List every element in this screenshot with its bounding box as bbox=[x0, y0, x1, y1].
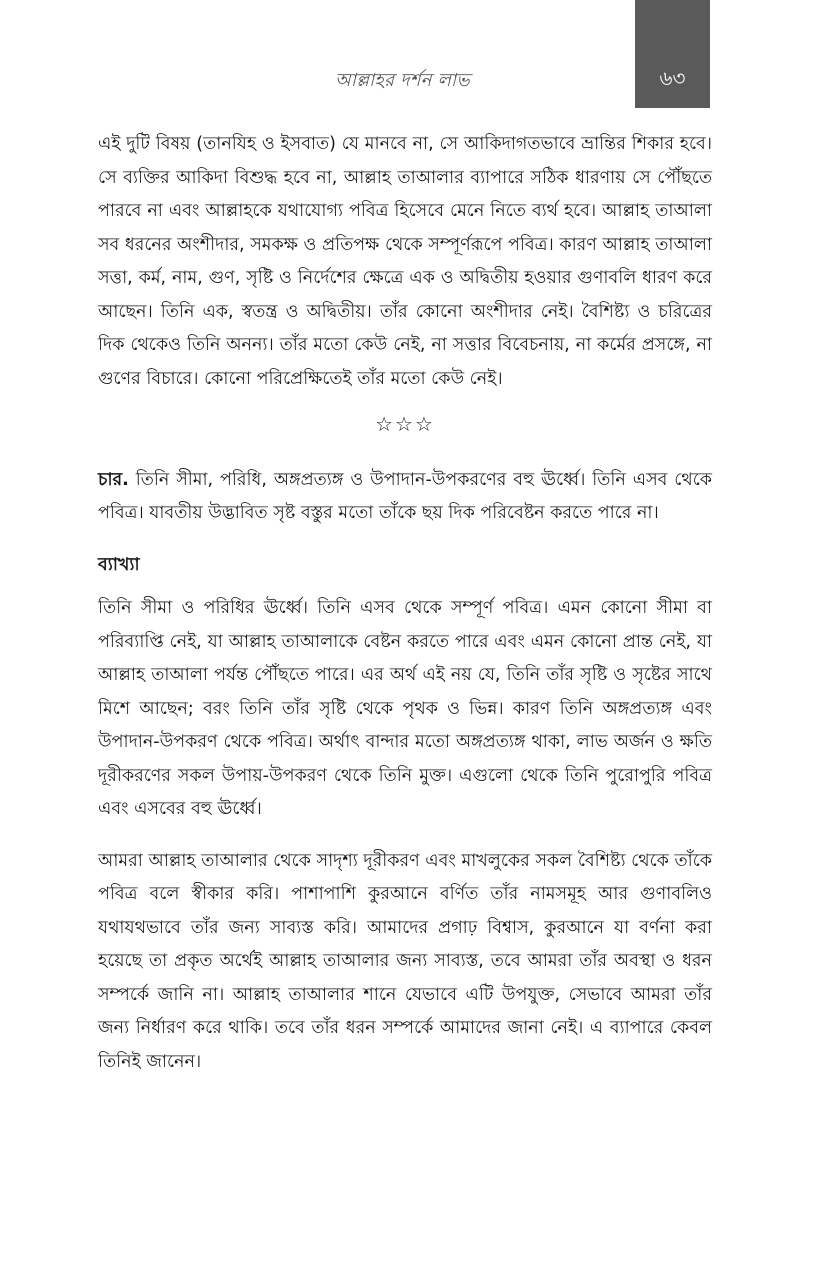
explanation-paragraph-1: তিনি সীমা ও পরিধির ঊর্ধ্বে। তিনি এসব থেকে সম্পূর্ণ পবিত্র। এমন কোনো সীমা বা পরিব্যাপ্তি নেই, যা আল্লাহ তাআলাকে বেষ্টন করতে পারে এবং এমন কোনো প্রান্ত নেই, যা আল্লাহ তাআলা পর্যন্ত পৌঁছতে পারে। এর অর্থ এই নয় যে, তিনি তাঁর সৃষ্টি ও সৃষ্টের সাথে মিশে আছেন; বরং তিনি তাঁর সৃষ্টি থেকে পৃথক ও ভিন্ন। কারণ তিনি অঙ্গপ্রত্যঙ্গ এবং উপাদান-উপকরণ থেকে পবিত্র। অর্থাৎ বান্দার মতো অঙ্গপ্রত্যঙ্গ থাকা, লাভ অর্জন ও ক্ষতি দূরীকরণের সকল উপায়-উপকরণ থেকে তিনি মুক্ত। এগুলো থেকে তিনি পুরোপুরি পবিত্র এবং এসবের বহু ঊর্ধ্বে। bbox=[98, 598, 712, 819]
running-title: আল্লাহর দর্শন লাভ bbox=[335, 70, 470, 91]
point-four-label: চার. bbox=[98, 469, 129, 490]
point-four-text: তিনি সীমা, পরিধি, অঙ্গপ্রত্যঙ্গ ও উপাদান-উপকরণের বহু ঊর্ধ্বে। তিনি এসব থেকে পবিত্র। যাবতীয় উদ্ভাবিত সৃষ্ট বস্তুর মতো তাঁকে ছয় দিক পরিবেষ্টন করতে পারে না। bbox=[98, 469, 712, 523]
page-body bbox=[98, 128, 712, 1079]
page-number-tab bbox=[635, 0, 710, 108]
explanation-heading: ব্যাখ্যা bbox=[98, 554, 140, 575]
explanation-paragraph-2: আমরা আল্লাহ তাআলার থেকে সাদৃশ্য দূরীকরণ এবং মাখলুকের সকল বৈশিষ্ট্য থেকে তাঁকে পবিত্র বলে স্বীকার করি। পাশাপাশি কুরআনে বর্ণিত তাঁর নামসমূহ আর গুণাবলিও যথাযথভাবে তাঁর জন্য সাব্যস্ত করি। আমাদের প্রগাঢ় বিশ্বাস, কুরআনে যা বর্ণনা করা হয়েছে তা প্রকৃত অর্থেই আল্লাহ তাআলার জন্য সাব্যস্ত, তবে আমরা তাঁর অবস্থা ও ধরন সম্পর্কে জানি না। আল্লাহ তাআলার শানে যেভাবে এটি উপযুক্ত, সেভাবে আমরা তাঁর জন্য নির্ধারণ করে থাকি। তবে তাঁর ধরন সম্পর্কে আমাদের জানা নেই। এ ব্যাপারে কেবল তিনিই জানেন। bbox=[98, 850, 712, 1072]
page-header bbox=[0, 0, 822, 108]
page-number: ৬৩ bbox=[659, 66, 686, 90]
section-separator-stars: ☆☆☆ bbox=[375, 412, 435, 436]
paragraph-tanzih-isbat: এই দুটি বিষয় (তানযিহ ও ইসবাত) যে মানবে না, সে আকিদাগতভাবে ভ্রান্তির শিকার হবে। সে ব্যক্তির আকিদা বিশুদ্ধ হবে না, আল্লাহ তাআলার ব্যাপারে সঠিক ধারণায় সে পৌঁছতে পারবে না এবং আল্লাহকে যথাযোগ্য পবিত্র হিসেবে মেনে নিতে ব্যর্থ হবে। আল্লাহ তাআলা সব ধরনের অংশীদার, সমকক্ষ ও প্রতিপক্ষ থেকে সম্পূর্ণরূপে পবিত্র। কারণ আল্লাহ তাআলা সত্তা, কর্ম, নাম, গুণ, সৃষ্টি ও নির্দেশের ক্ষেত্রে এক ও অদ্বিতীয় হওয়ার গুণাবলি ধারণ করে আছেন। তিনি এক, স্বতন্ত্র ও অদ্বিতীয়। তাঁর কোনো অংশীদার নেই। বৈশিষ্ট্য ও চরিত্রের দিক থেকেও তিনি অনন্য। তাঁর মতো কেউ নেই, না সত্তার বিবেচনায়, না কর্মের প্রসঙ্গে, না গুণের বিচারে। কোনো পরিপ্রেক্ষিতেই তাঁর মতো কেউ নেই। bbox=[98, 134, 712, 389]
point-four-paragraph bbox=[98, 464, 712, 531]
